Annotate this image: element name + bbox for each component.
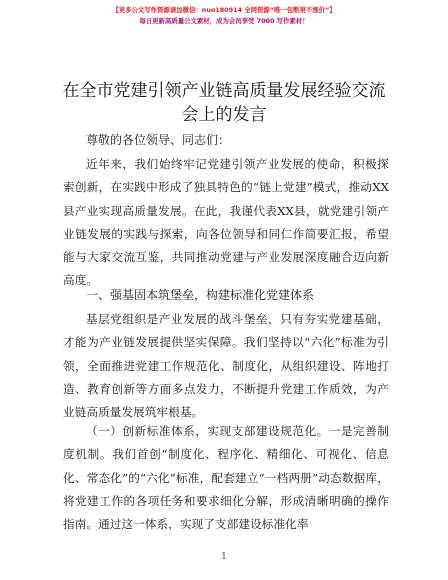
subsection-paragraph: （一）创新标准体系，实现支部建设规范化。一是完善制度机制。我们首创“制度化、程序化、精细化、可视化、信息化、常态化”的“六化”标准，配套建立“一档两册”动态数据库，将党建工作的各项任务和要求细化分解，形成清晰明确的操作指南。通过这一体系，实现了支部建设标准化率 [63,424,389,532]
page-number: 1 [221,552,227,562]
document-title: 在全市党建引领产业链高质量发展经验交流会上的发言 [62,81,386,125]
intro-paragraph: 近年来，我们始终牢记党建引领产业发展的使命，积极探索创新，在实践中形成了独具特色的“链上党建”模式，推动XX县产业实现高质量发展。在此，我谨代表XX县，就党建引领产业链发展的实践与探索，向各位领导和同仁作简要汇报，希望能与大家交流互鉴，共同推动党建与产业发展深度融合迈向新高度。 [63,157,389,288]
promo-banner-line-2: 每日更新高质量公文素材，成为会员享受 7000 写作素材！ [139,17,309,25]
greeting: 尊敬的各位领导、同志们： [86,133,231,147]
section-heading: 一、强基固本筑堡垒，构建标准化党建体系 [86,288,315,302]
section-paragraph: 基层党组织是产业发展的战斗堡垒，只有夯实党建基础，才能为产业链发展提供坚实保障。我们坚持以“六化”标准为引领，全面推进党建工作规范化、制度化，从组织建设、阵地打造、教育创新等方面多点发力，不断提升党建工作质效，为产业链高质量发展筑牢根基。 [63,312,389,420]
promo-banner-line-1: 【更多公文写作资源请加微信：nuo180914 全网资源“唯一包断更不涨价”】 [112,6,336,14]
